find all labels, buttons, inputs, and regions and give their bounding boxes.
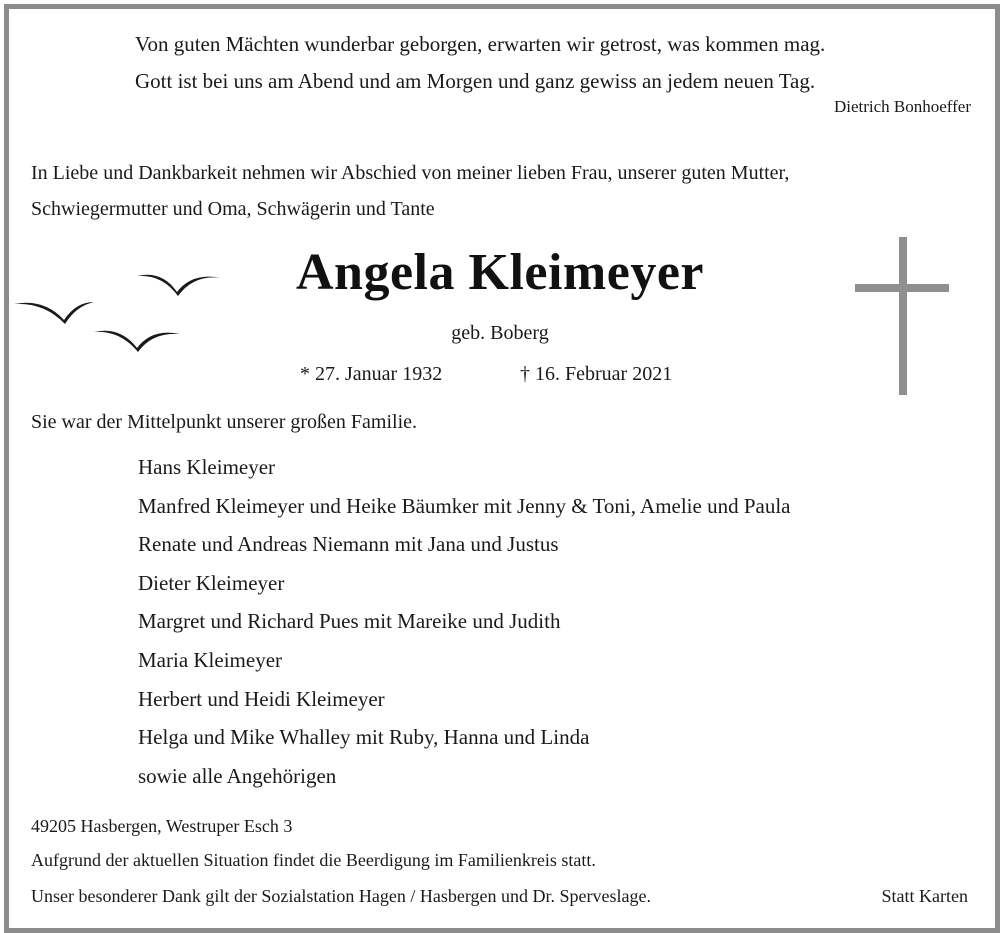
mourner-item: Renate und Andreas Niemann mit Jana und Justus <box>138 532 559 557</box>
intro-line-1: In Liebe und Dankbarkeit nehmen wir Abschied von meiner lieben Frau, unserer guten Mutter, <box>31 162 790 184</box>
thanks-note: Unser besonderer Dank gilt der Sozialstation Hagen / Hasbergen und Dr. Sperveslage. <box>31 886 651 906</box>
no-cards-note: Statt Karten <box>881 886 968 906</box>
family-center-line: Sie war der Mittelpunkt unserer großen Familie. <box>31 411 418 433</box>
quote-line-1: Von guten Mächten wunderbar geborgen, erwarten wir getrost, was kommen mag. <box>135 32 826 56</box>
quote-author: Dietrich Bonhoeffer <box>833 97 971 116</box>
mourner-item: Dieter Kleimeyer <box>138 570 285 595</box>
mourners-list <box>138 448 791 795</box>
bird-2-icon <box>14 302 94 324</box>
address: 49205 Hasbergen, Westruper Esch 3 <box>31 816 293 836</box>
death-date: † 16. Februar 2021 <box>520 363 673 385</box>
cross-horizontal-bar <box>855 284 949 292</box>
mourner-item: sowie alle Angehörigen <box>138 763 337 788</box>
mourner-item: Hans Kleimeyer <box>138 455 276 479</box>
intro-line-2: Schwiegermutter und Oma, Schwägerin und Tante <box>31 198 435 220</box>
mourner-item: Manfred Kleimeyer und Heike Bäumker mit Jenny & Toni, Amelie und Paula <box>138 493 791 518</box>
deceased-name: Angela Kleimeyer <box>296 244 704 301</box>
quote-line-2: Gott ist bei uns am Abend und am Morgen und ganz gewiss an jedem neuen Tag. <box>135 69 816 93</box>
cross-icon <box>855 237 951 397</box>
funeral-note: Aufgrund der aktuellen Situation findet die Beerdigung im Familienkreis statt. <box>31 850 596 870</box>
cross-vertical-bar <box>899 237 907 395</box>
birth-date: * 27. Januar 1932 <box>300 363 443 385</box>
mourner-item: Margret und Richard Pues mit Mareike und Judith <box>138 609 561 634</box>
mourner-item: Helga und Mike Whalley mit Ruby, Hanna und Linda <box>138 725 590 750</box>
mourner-item: Maria Kleimeyer <box>138 647 283 672</box>
maiden-name: geb. Boberg <box>451 322 549 344</box>
mourner-item: Herbert und Heidi Kleimeyer <box>138 686 385 711</box>
